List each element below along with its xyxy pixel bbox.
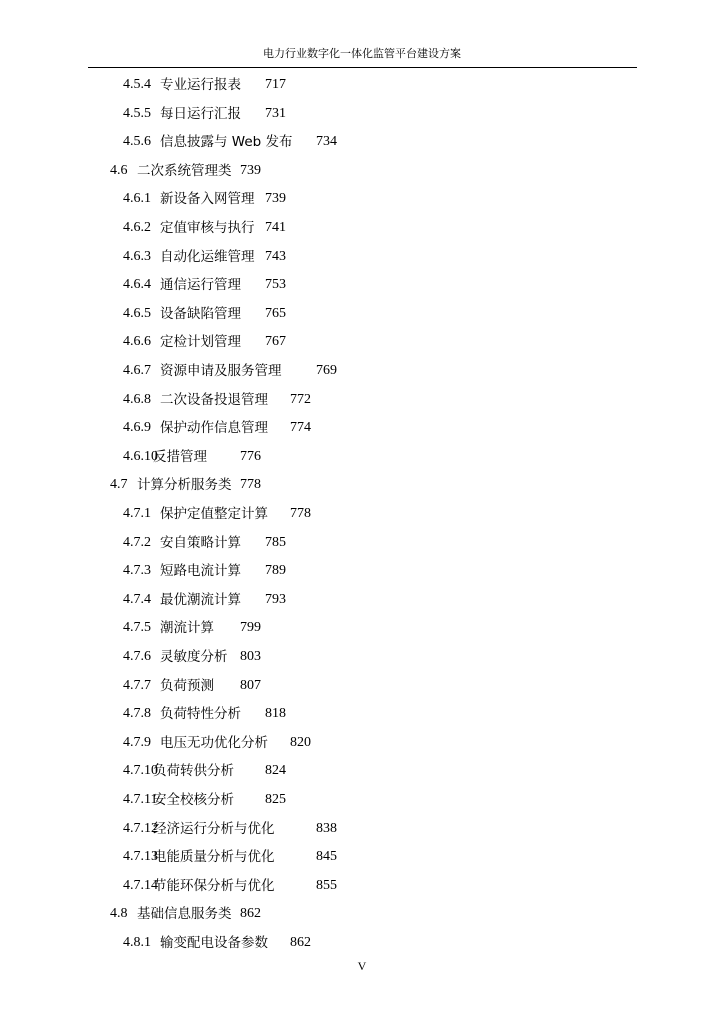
toc-entry-number: 4.6.2 [123,220,151,235]
toc-entry-number: 4.7.3 [123,563,151,578]
toc-entry-number: 4.6.5 [123,306,151,321]
toc-entry[interactable] [123,618,684,638]
toc-entry-page: 789 [265,563,286,578]
toc-entry-number: 4.7.2 [123,535,151,550]
toc-entry-title: 专业运行报表 [160,77,241,93]
toc-entry[interactable] [110,475,684,495]
toc-entry-title: 安全校核分析 [153,792,234,808]
toc-entry-number: 4.6.8 [123,392,151,407]
toc-entry-title: 负荷转供分析 [153,763,234,779]
toc-entry-number: 4.7.10 [123,763,158,778]
toc-entry-page: 776 [240,449,261,464]
toc-entry[interactable] [123,733,684,753]
toc-entry[interactable] [123,304,684,324]
toc-entry-page: 845 [316,849,337,864]
toc-entry-page: 785 [265,535,286,550]
toc-entry-title: 负荷预测 [160,678,214,694]
toc-entry-title: 计算分析服务类 [137,477,232,493]
toc-entry[interactable] [123,275,684,295]
toc-entry-page: 799 [240,620,261,635]
toc-entry[interactable] [123,447,684,467]
toc-entry-number: 4.6.6 [123,334,151,349]
toc-entry-page: 807 [240,678,261,693]
toc-entry[interactable] [123,819,684,839]
toc-entry-title: 保护定值整定计算 [160,506,268,522]
toc-entry-page: 855 [316,878,337,893]
toc-entry-title: 灵敏度分析 [160,649,228,665]
toc-entry-page: 793 [265,592,286,607]
toc-entry-title: 设备缺陷管理 [160,306,241,322]
toc-entry-title: 资源申请及服务管理 [160,363,282,379]
toc-entry-title: 定检计划管理 [160,334,241,350]
toc-entry-title: 最优潮流计算 [160,592,241,608]
toc-entry-number: 4.6.7 [123,363,151,378]
toc-entry-page: 767 [265,334,286,349]
toc-entry-title: 二次系统管理类 [137,163,232,179]
toc-entry-title: 保护动作信息管理 [160,420,268,436]
toc-entry-page: 803 [240,649,261,664]
toc-entry[interactable] [110,161,684,181]
toc-entry-number: 4.8 [110,906,128,921]
toc-entry-page: 820 [290,735,311,750]
toc-entry[interactable] [123,75,684,95]
toc-entry-title: 自动化运维管理 [160,249,255,265]
toc-entry-number: 4.7.4 [123,592,151,607]
toc-entry-title: 信息披露与 Web 发布 [160,134,293,150]
toc-entry[interactable] [123,790,684,810]
toc-entry-page: 739 [265,191,286,206]
toc-entry-page: 825 [265,792,286,807]
toc-entry[interactable] [123,504,684,524]
toc-entry-page: 753 [265,277,286,292]
toc-entry-title: 电能质量分析与优化 [153,849,275,865]
toc-entry-number: 4.5.5 [123,106,151,121]
page-header-title: 电力行业数字化一体化监管平台建设方案 [263,47,461,60]
toc-entry[interactable] [123,933,684,953]
toc-entry-page: 774 [290,420,311,435]
toc-entry-number: 4.5.4 [123,77,151,92]
toc-entry-title: 基础信息服务类 [137,906,232,922]
toc-entry-page: 772 [290,392,311,407]
toc-entry[interactable] [123,704,684,724]
toc-entry[interactable] [123,876,684,896]
toc-entry-title: 通信运行管理 [160,277,241,293]
toc-entry-number: 4.6.9 [123,420,151,435]
toc-entry-title: 经济运行分析与优化 [153,821,275,837]
toc-entry-title: 每日运行汇报 [160,106,241,122]
toc-entry[interactable] [123,847,684,867]
toc-entry-number: 4.5.6 [123,134,151,149]
page-number: V [357,959,367,973]
toc-entry-page: 778 [290,506,311,521]
toc-entry-title: 二次设备投退管理 [160,392,268,408]
toc-entry-number: 4.6.4 [123,277,151,292]
toc-entry[interactable] [123,647,684,667]
toc-entry-page: 824 [265,763,286,778]
toc-entry-page: 739 [240,163,261,178]
toc-entry[interactable] [123,189,684,209]
toc-entry-title: 新设备入网管理 [160,191,255,207]
toc-entry-number: 4.6.10 [123,449,158,464]
toc-entry-page: 769 [316,363,337,378]
toc-entry-number: 4.8.1 [123,935,151,950]
toc-entry-number: 4.6 [110,163,128,178]
toc-entry[interactable] [123,418,684,438]
toc-entry-title: 短路电流计算 [160,563,241,579]
toc-entry-title: 节能环保分析与优化 [153,878,275,894]
toc-entry-number: 4.7.5 [123,620,151,635]
toc-entry[interactable] [123,332,684,352]
toc-entry-title: 电压无功优化分析 [160,735,268,751]
header-divider [88,67,637,68]
toc-entry[interactable] [123,761,684,781]
toc-entry-title: 潮流计算 [160,620,214,636]
toc-entry-number: 4.7.7 [123,678,151,693]
toc-entry-title: 输变配电设备参数 [160,935,268,951]
toc-entry-page: 731 [265,106,286,121]
toc-entry-page: 838 [316,821,337,836]
toc-entry-number: 4.7.13 [123,849,158,864]
toc-entry-page: 743 [265,249,286,264]
toc-entry-number: 4.7.12 [123,821,158,836]
toc-entry-title: 反措管理 [153,449,207,465]
toc-entry-page: 717 [265,77,286,92]
toc-entry-page: 778 [240,477,261,492]
toc-entry[interactable] [123,132,684,152]
toc-entry-number: 4.7.14 [123,878,158,893]
toc-entry-number: 4.7.1 [123,506,151,521]
toc-entry-number: 4.6.3 [123,249,151,264]
toc-entry[interactable] [123,218,684,238]
toc-entry[interactable] [123,561,684,581]
toc-entry-page: 862 [240,906,261,921]
toc-entry-number: 4.7 [110,477,128,492]
toc-entry[interactable] [123,361,684,381]
toc-entry[interactable] [123,676,684,696]
toc-entry-title: 安自策略计算 [160,535,241,551]
toc-entry-page: 862 [290,935,311,950]
toc-entry[interactable] [123,104,684,124]
toc-entry-title: 负荷特性分析 [160,706,241,722]
toc-entry-number: 4.7.6 [123,649,151,664]
toc-entry[interactable] [123,247,684,267]
toc-entry-page: 818 [265,706,286,721]
toc-entry[interactable] [123,533,684,553]
toc-entry-title: 定值审核与执行 [160,220,255,236]
toc-entry-number: 4.7.8 [123,706,151,721]
toc-entry[interactable] [123,590,684,610]
toc-entry-number: 4.6.1 [123,191,151,206]
toc-entry[interactable] [123,390,684,410]
toc-entry[interactable] [110,904,684,924]
toc-entry-number: 4.7.11 [123,792,158,807]
toc-entry-page: 741 [265,220,286,235]
toc-entry-page: 734 [316,134,337,149]
toc-entry-page: 765 [265,306,286,321]
toc-entry-number: 4.7.9 [123,735,151,750]
